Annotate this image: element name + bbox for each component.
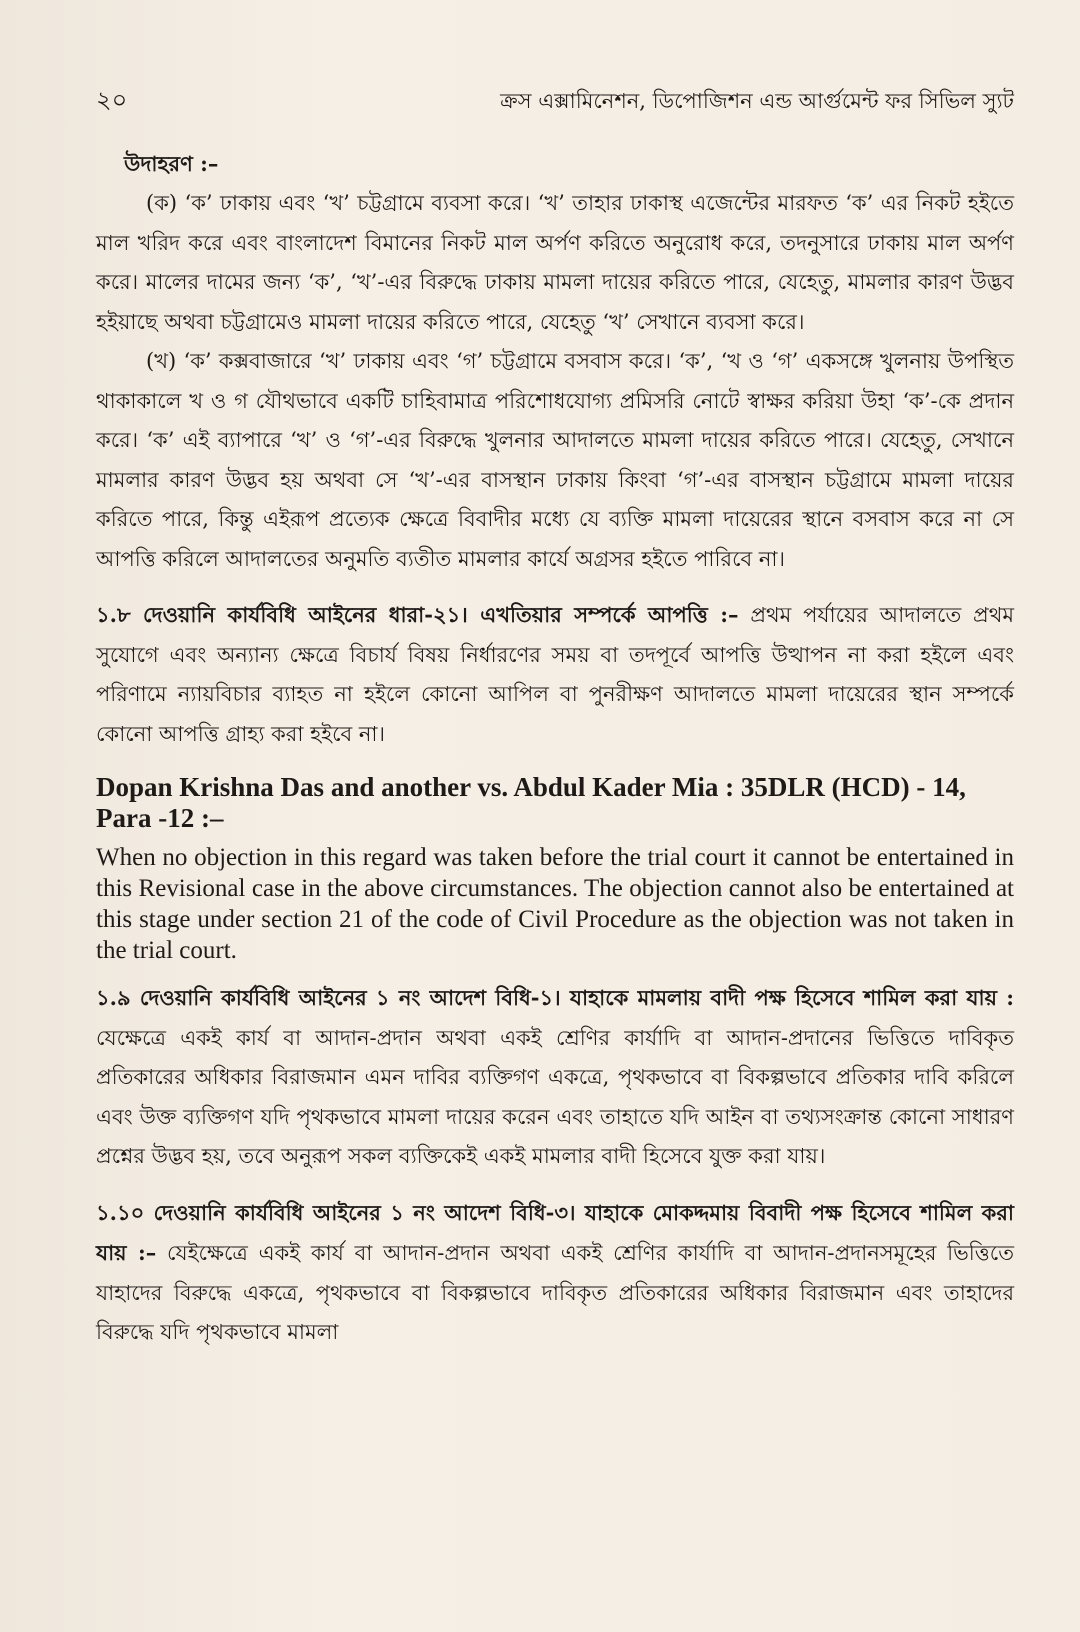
section-1-8-body: প্রথম পর্যায়ের আদালতে প্রথম সুযোগে এবং অন্যান্য ক্ষেত্রে বিচার্য বিষয় নির্ধারণের সময় বা তদপূর্বে আপত্তি উত্থাপন না করা হইলে এবং পরিণামে ন্যায়বিচার ব্যাহত না হইলে কোনো আপিল বা পুনরীক্ষণ আদালতে মামলা দায়েরের স্থান সম্পর্কে কোনো আপত্তি গ্রাহ্য করা হইবে না। [96, 603, 1014, 746]
section-1-10-body: যেইক্ষেত্রে একই কার্য বা আদান-প্রদান অথবা একই শ্রেণির কার্যাদি বা আদান-প্রদানসমূহের ভিত্তিতে যাহাদের বিরুদ্ধে একত্রে, পৃথকভাবে বা বিকল্পভাবে দাবিকৃত প্রতিকারের অধিকার বিরাজমান এবং তাহাদের বিরুদ্ধে যদি পৃথকভাবে মামলা [96, 1241, 1015, 1344]
example-paragraph-a: (ক) ‘ক’ ঢাকায় এবং ‘খ’ চট্টগ্রামে ব্যবসা করে। ‘খ’ তাহার ঢাকাস্থ এজেন্টের মারফত ‘ক’ এর নিকট হইতে মাল খরিদ করে এবং বাংলাদেশ বিমানের নিকট মাল অর্পণ করিতে অনুরোধ করে, তদনুসারে ঢাকায় মাল অর্পণ করে। মালের দামের জন্য ‘ক’, ‘খ’-এর বিরুদ্ধে ঢাকায় মামলা দায়ের করিতে পারে, যেহেতু, মামলার কারণ উদ্ভব হইয়াছে অথবা চট্টগ্রামেও মামলা দায়ের করিতে পারে, যেহেতু ‘খ’ সেখানে ব্যবসা করে। [96, 191, 1014, 334]
section-1-8 [96, 595, 1014, 754]
page-number: ২০ [96, 86, 128, 114]
section-1-9 [96, 978, 1014, 1177]
section-1-10-heading: ১.১০ দেওয়ানি কার্যবিধি আইনের ১ নং আদেশ বিধি-৩। যাহাকে মোকদ্দমায় বিবাদী পক্ষ হিসেবে শামিল করা যায় :– [96, 1199, 1014, 1265]
section-1-8-heading: ১.৮ দেওয়ানি কার্যবিধি আইনের ধারা-২১। এখতিয়ার সম্পর্কে আপত্তি :– [96, 602, 739, 627]
book-title: ক্রস এক্সামিনেশন, ডিপোজিশন এন্ড আর্গুমেন্ট ফর সিভিল স্যুট [500, 89, 1014, 113]
section-1-10 [96, 1193, 1014, 1353]
section-1-9-body: যেক্ষেত্রে একই কার্য বা আদান-প্রদান অথবা একই শ্রেণির কার্যাদি বা আদান-প্রদানের ভিত্তিতে দাবিকৃত প্রতিকারের অধিকার বিরাজমান এমন দাবির ব্যক্তিগণ একত্রে, পৃথকভাবে বা বিকল্পভাবে প্রতিকার দাবি করিলে এবং উক্ত ব্যক্তিগণ যদি পৃথকভাবে মামলা দায়ের করেন এবং তাহাতে যদি আইন বা তথ্যসংক্রান্ত কোনো সাধারণ প্রশ্নের উদ্ভব হয়, তবে অনুরূপ সকল ব্যক্তিকেই একই মামলার বাদী হিসেবে যুক্ত করা যায়। [96, 1025, 1014, 1168]
case-citation-body: When no objection in this regard was taken before the trial court it cannot be entertained in this Revisional case in the above circumstances. The objection cannot also be entertained at this stage under section 21 of the code of Civil Procedure as the objection was not taken in the trial court. [96, 844, 1014, 964]
example-label: উদাহরণ :– [124, 151, 219, 176]
section-1-9-heading: ১.৯ দেওয়ানি কার্যবিধি আইনের ১ নং আদেশ বিধি-১। যাহাকে মামলায় বাদী পক্ষ হিসেবে শামিল করা যায় : [96, 985, 1014, 1010]
case-citation-title: Dopan Krishna Das and another vs. Abdul Kader Mia : 35DLR (HCD) - 14, Para -12 :– [96, 772, 966, 833]
example-paragraph-b: (খ) ‘ক’ কক্সবাজারে ‘খ’ ঢাকায় এবং ‘গ’ চট্টগ্রামে বসবাস করে। ‘ক’, ‘খ ও ‘গ’ একসঙ্গে খুলনায় উপস্থিত থাকাকালে খ ও গ যৌথভাবে একটি চাহিবামাত্র পরিশোধযোগ্য প্রমিসরি নোটে স্বাক্ষর করিয়া উহা ‘ক’-কে প্রদান করে। ‘ক’ এই ব্যাপারে ‘খ’ ও ‘গ’-এর বিরুদ্ধে খুলনার আদালতে মামলা দায়ের করিতে পারে। যেহেতু, সেখানে মামলার কারণ উদ্ভব হয় অথবা সে ‘খ’-এর বাসস্থান ঢাকায় কিংবা ‘গ’-এর বাসস্থান চট্টগ্রামে মামলা দায়ের করিতে পারে, কিন্তু এইরূপ প্রত্যেক ক্ষেত্রে বিবাদীর মধ্যে যে ব্যক্তি মামলা দায়েরের স্থানে বসবাস করে না সে আপত্তি করিলে আদালতের অনুমতি ব্যতীত মামলার কার্যে অগ্রসর হইতে পারিবে না। [96, 349, 1014, 571]
running-header [96, 82, 1014, 122]
